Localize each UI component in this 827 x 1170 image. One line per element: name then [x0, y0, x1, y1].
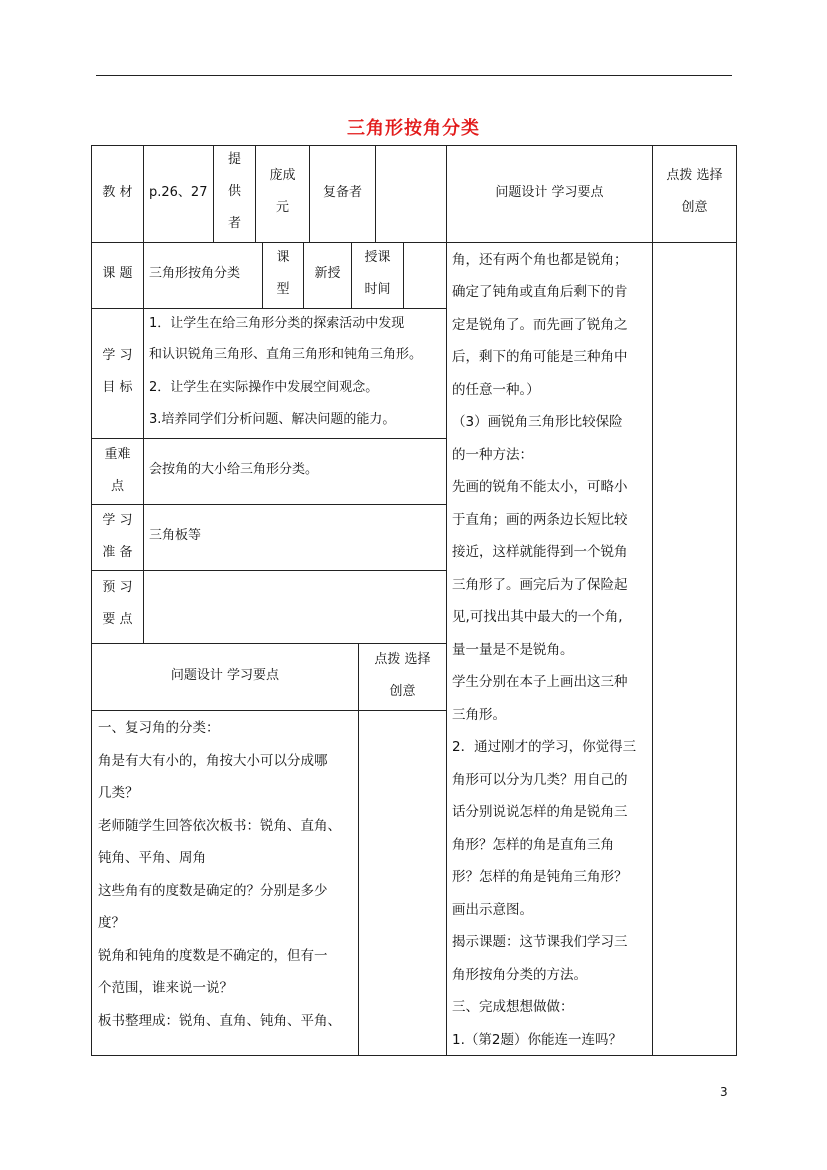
keypoints-label-2: 点 [110, 479, 124, 494]
right-body-line: 三、完成想想做做： [452, 999, 574, 1015]
lower-notes-label-2: 创意 [389, 684, 416, 699]
prep-label-1: 学 习 [102, 513, 133, 528]
goal-line: 1．让学生在给三角形分类的探索活动中发现 [149, 316, 405, 331]
notes-label-2: 创意 [681, 200, 708, 215]
divider-l4 [403, 242, 404, 308]
left-body-line: 老师随学生回答依次板书：锐角、直角、 [98, 818, 341, 834]
header-rule [96, 75, 732, 76]
right-body-line: 定是锐角了。而先画了锐角之 [452, 317, 628, 333]
keypoints-value: 会按角的大小给三角形分类。 [149, 462, 319, 477]
left-body-line: 板书整理成：锐角、直角、钝角、平角、 [98, 1013, 341, 1029]
left-body-line: 锐角和钝角的度数是不确定的，但有一 [98, 948, 328, 964]
left-body-line: 个范围，谁来说一说？ [98, 980, 233, 996]
lower-notes-label-1: 点拨 选择 [374, 652, 431, 667]
shouke-label-1: 授课 [364, 250, 391, 265]
left-body-line: 几类？ [98, 785, 139, 801]
provider-value-1: 庞成 [269, 168, 296, 183]
divider-lower [358, 643, 359, 1056]
right-body-line: 学生分别在本子上画出这三种 [452, 674, 628, 690]
divider-h3 [255, 145, 256, 242]
kexing-label-1: 课 [276, 250, 290, 265]
page-number: 3 [720, 1085, 728, 1099]
left-body-line: 度？ [98, 915, 125, 931]
right-body-line: 的一种方法： [452, 447, 533, 463]
right-col-title: 问题设计 学习要点 [495, 185, 604, 200]
goal-line: 2．让学生在实际操作中发展空间观念。 [149, 380, 379, 395]
right-body-line: 角形？怎样的角是直角三角 [452, 837, 614, 853]
right-body-line: 画出示意图。 [452, 902, 533, 918]
right-body-line: 的任意一种。） [452, 382, 540, 398]
provider-value-2: 元 [275, 200, 289, 215]
kexing-label-2: 型 [276, 282, 290, 297]
row-line-right [446, 242, 736, 243]
row-line-6 [91, 643, 447, 644]
preview-label-2: 要 点 [102, 612, 133, 627]
right-body-line: 三角形。 [452, 707, 506, 723]
row-line-3 [91, 438, 447, 439]
row-line-2 [91, 308, 447, 309]
goals-label-2: 目 标 [102, 380, 133, 395]
left-body-line: 这些角有的度数是确定的？分别是多少 [98, 883, 328, 899]
provider-label-1: 提 [227, 152, 241, 167]
divider-center [446, 145, 447, 1056]
right-body-line: 形？怎样的角是钝角三角形？ [452, 869, 628, 885]
notes-label-1: 点拨 选择 [666, 168, 723, 183]
table-border-right [736, 145, 737, 1056]
left-body-line: 钝角、平角、周角 [98, 850, 206, 866]
right-body-line: 角形按角分类的方法。 [452, 967, 587, 983]
right-body-line: 1.（第2题）你能连一连吗？ [452, 1032, 622, 1048]
prepare-label: 复备者 [322, 185, 362, 200]
table-border-top [91, 145, 736, 146]
row-line-5 [91, 570, 447, 571]
right-body-line: 2．通过刚才的学习，你觉得三 [452, 739, 637, 755]
row-line-1 [91, 242, 447, 243]
right-body-line: 见,可找出其中最大的一个角, [452, 609, 623, 625]
right-body-line: 角形可以分为几类？用自己的 [452, 772, 628, 788]
right-body-line: 接近，这样就能得到一个锐角 [452, 544, 628, 560]
right-body-line: 后，剩下的角可能是三种角中 [452, 349, 628, 365]
table-border-bottom [91, 1055, 736, 1056]
row-line-4 [91, 504, 447, 505]
left-body-line: 角是有大有小的，角按大小可以分成哪 [98, 753, 328, 769]
goals-label-1: 学 习 [102, 348, 133, 363]
provider-label-2: 供 [227, 184, 241, 199]
keypoints-label-1: 重难 [104, 447, 131, 462]
right-body-line: 话分别说说怎样的角是锐角三 [452, 804, 628, 820]
right-body-line: 先画的锐角不能太小，可略小 [452, 479, 628, 495]
shouke-label-2: 时间 [364, 282, 391, 297]
row-line-7 [91, 710, 447, 711]
right-body-line: 量一量是不是锐角。 [452, 642, 574, 658]
goal-line: 3.培养同学们分析问题、解决问题的能力。 [149, 412, 396, 427]
right-body-line: （3）画锐角三角形比较保险 [452, 414, 623, 430]
divider-label-col [143, 242, 144, 643]
divider-h1 [143, 145, 144, 242]
left-body-line: 一、复习角的分类： [98, 720, 220, 736]
lower-design-title: 问题设计 学习要点 [170, 668, 280, 683]
right-body-line: 确定了钝角或直角后剩下的肯 [452, 284, 628, 300]
right-body-line: 三角形了。画完后为了保险起 [452, 577, 628, 593]
keti-value: 三角形按角分类 [149, 266, 241, 281]
preview-label-1: 预 习 [102, 580, 133, 595]
prep-label-2: 准 备 [102, 545, 133, 560]
right-body-line: 揭示课题：这节课我们学习三 [452, 934, 628, 950]
jiaocai-value: p.26、27 [149, 185, 208, 200]
right-body-line: 于直角；画的两条边长短比较 [452, 512, 628, 528]
divider-h5 [375, 145, 376, 242]
right-body-line: 角，还有两个角也都是锐角； [452, 252, 628, 268]
kexing-value: 新授 [314, 266, 341, 281]
keti-label: 课 题 [102, 266, 133, 281]
provider-label-3: 者 [227, 216, 241, 231]
goal-line: 和认识锐角三角形、直角三角形和钝角三角形。 [149, 347, 423, 362]
page-title: 三角形按角分类 [347, 118, 480, 139]
jiaocai-label: 教 材 [102, 185, 133, 200]
prep-value: 三角板等 [149, 528, 202, 543]
divider-right [652, 145, 653, 1056]
